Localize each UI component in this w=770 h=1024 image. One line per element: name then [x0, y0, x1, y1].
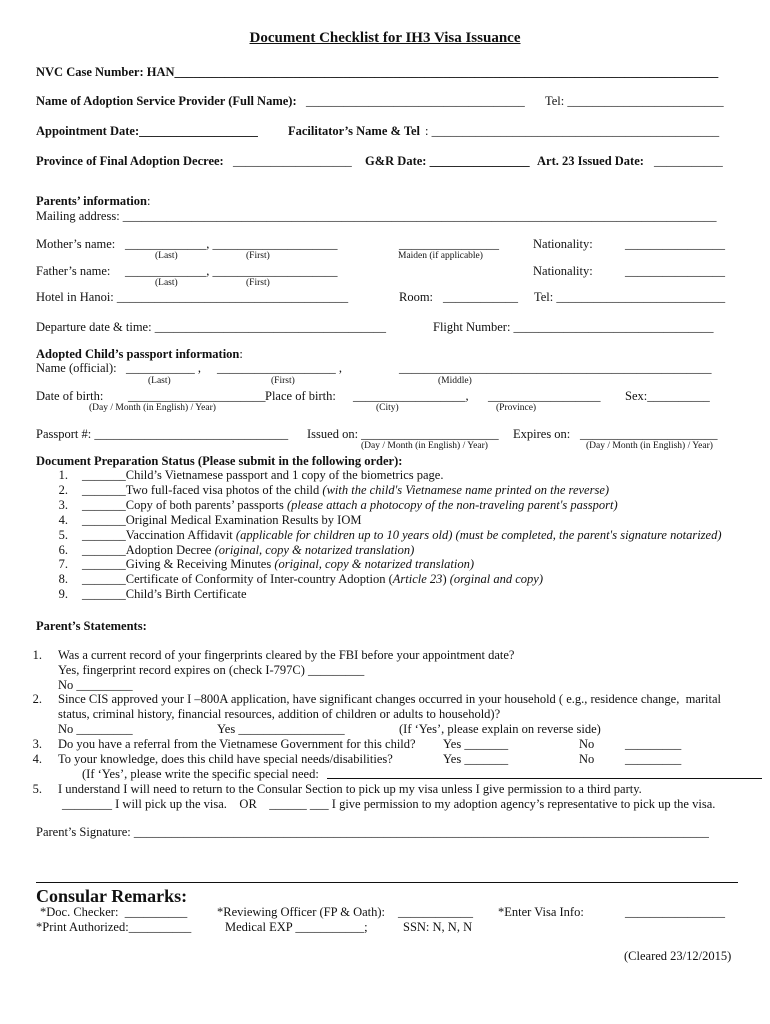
mailing-address-field[interactable]: Mailing address: _______________________________________________________________________________________________	[36, 209, 717, 223]
dob-field[interactable]: ______________________	[128, 389, 266, 403]
doc-item[interactable]	[82, 544, 414, 557]
room-label: Room:	[399, 290, 434, 304]
statement-number: 5.	[32, 782, 42, 796]
doc-item-number: 5.	[58, 528, 68, 542]
expires-note: (Day / Month (in English) / Year)	[586, 441, 713, 451]
doc-item-blank[interactable]: _______	[82, 557, 126, 571]
flight-number-field[interactable]: Flight Number: ________________________________	[433, 320, 714, 334]
doc-item[interactable]	[82, 573, 543, 586]
doc-item-blank[interactable]: _______	[82, 483, 126, 497]
father-nationality-field[interactable]: ________________	[625, 264, 725, 278]
doc-item-text: Copy of both parents’ passports	[125, 498, 287, 512]
statement-number: 1.	[32, 648, 42, 662]
hotel-field[interactable]: Hotel in Hanoi: _____________________________________	[36, 290, 349, 304]
consular-heading: Consular Remarks:	[36, 886, 188, 906]
statement-q2-yes[interactable]: Yes _________________	[217, 722, 345, 736]
sex-field[interactable]: Sex:__________	[625, 389, 710, 403]
doc-item-blank[interactable]: _______	[82, 572, 126, 586]
doc-item[interactable]	[82, 588, 247, 601]
province-note: (Province)	[496, 403, 537, 413]
dob-label: Date of birth:	[36, 389, 104, 403]
mother-maiden-field[interactable]: ________________	[399, 237, 499, 251]
doc-item[interactable]	[82, 558, 474, 571]
doc-checker-field[interactable]: *Doc. Checker: __________	[40, 905, 188, 919]
doc-item-note: (please attach a photocopy of the non-traveling parent's passport)	[286, 498, 618, 512]
statement-q4-no[interactable]: _________	[625, 752, 682, 766]
statement-q3-no[interactable]: _________	[625, 737, 682, 751]
room-field[interactable]: ____________	[443, 290, 518, 304]
pob-province-field[interactable]: __________________	[488, 389, 601, 403]
statement-q1: Was a current record of your fingerprints cleared by the FBI before your appointment date?	[58, 648, 515, 662]
maiden-note: Maiden (if applicable)	[398, 251, 483, 261]
tel-field[interactable]: Tel: ___________________________	[534, 290, 726, 304]
father-nationality-label: Nationality:	[533, 264, 593, 278]
doc-item-number: 6.	[58, 543, 68, 557]
parent-signature-field[interactable]: Parent’s Signature: ____________________________________________________________________________________________	[36, 825, 709, 839]
statement-q1-no[interactable]: No _________	[58, 678, 133, 692]
child-first-note: (First)	[271, 376, 295, 386]
ssn-field: SSN: N, N, N	[403, 920, 473, 934]
statement-number: 4.	[32, 752, 42, 766]
mother-name-label: Mother’s name:	[36, 237, 116, 251]
doc-item-blank[interactable]: _______	[82, 513, 126, 527]
doc-item-blank[interactable]: _______	[82, 468, 126, 482]
doc-item-number: 7.	[58, 557, 68, 571]
child-last-note: (Last)	[148, 376, 171, 386]
parents-heading: Parents’ information:	[36, 194, 151, 208]
statement-q4-yes[interactable]: Yes _______	[443, 752, 509, 766]
departure-field[interactable]: Departure date & time: _____________________________________	[36, 320, 386, 334]
appointment-date-field[interactable]: Appointment Date:___________________	[36, 124, 258, 138]
visa-info-field[interactable]: ________________	[625, 905, 725, 919]
doc-item-number: 9.	[58, 587, 68, 601]
child-middle-name-field[interactable]: __________________________________________________	[399, 361, 712, 375]
print-authorized-field[interactable]: *Print Authorized:__________	[36, 920, 192, 934]
child-first-name-field[interactable]: ___________________ ,	[217, 361, 342, 375]
facilitator-label: Facilitator’s Name & Tel	[288, 124, 421, 138]
father-name-field[interactable]: _____________, ____________________	[125, 264, 338, 278]
doc-item-note: (with the child's Vietnamese name printed on the reverse)	[322, 483, 610, 497]
doc-item-note: (original, copy & notarized translation)	[214, 543, 415, 557]
child-last-name-field[interactable]: ___________ ,	[126, 361, 201, 375]
statement-q4-note: (If ‘Yes’, please write the specific special need:	[82, 767, 319, 781]
doc-item-note: (orginal and copy)	[449, 572, 544, 586]
special-need-line[interactable]	[327, 778, 762, 779]
statement-q3-yes[interactable]: Yes _______	[443, 737, 509, 751]
doc-item-text-tail: )	[442, 572, 450, 586]
issued-on-field[interactable]: Issued on: ______________________	[307, 427, 499, 441]
docs-heading: Document Preparation Status (Please submit in the following order):	[36, 454, 403, 468]
province-decree-field[interactable]: ___________________	[233, 154, 352, 168]
child-middle-note: (Middle)	[438, 376, 472, 386]
doc-item[interactable]	[82, 514, 361, 527]
statements-heading: Parent’s Statements:	[36, 619, 147, 633]
facilitator-field[interactable]: : ______________________________________________	[425, 124, 720, 138]
mother-last-note: (Last)	[155, 251, 178, 261]
pob-city-field[interactable]: __________________,	[353, 389, 469, 403]
mother-nationality-label: Nationality:	[533, 237, 593, 251]
doc-item-text: Child’s Vietnamese passport and 1 copy of the biometrics page.	[125, 468, 444, 482]
doc-item-note: Article 23	[392, 572, 443, 586]
father-last-note: (Last)	[155, 278, 178, 288]
pob-label: Place of birth:	[265, 389, 336, 403]
doc-item-note: (original, copy & notarized translation)	[274, 557, 475, 571]
doc-item-text: Vaccination Affidavit	[125, 528, 236, 542]
statement-q4-no-label: No	[579, 752, 595, 766]
issued-note: (Day / Month (in English) / Year)	[361, 441, 488, 451]
art23-field[interactable]: ___________	[654, 154, 723, 168]
mother-first-note: (First)	[246, 251, 270, 261]
doc-item-number: 8.	[58, 572, 68, 586]
doc-item-text: Child’s Birth Certificate	[125, 587, 247, 601]
statement-q5-options[interactable]: ________ I will pick up the visa. OR ______ ___ I give permission to my adoption agency’s representative to pick up the visa.	[62, 797, 716, 811]
doc-item-text: Adoption Decree	[125, 543, 215, 557]
medical-exp-field[interactable]: Medical EXP ___________;	[225, 920, 368, 934]
doc-item[interactable]	[82, 499, 618, 512]
provider-name-field[interactable]: ___________________________________	[306, 94, 525, 108]
statement-number: 2.	[32, 692, 42, 706]
father-first-note: (First)	[246, 278, 270, 288]
passport-field[interactable]: Passport #: _______________________________	[36, 427, 289, 441]
child-name-label: Name (official):	[36, 361, 117, 375]
statement-q1-yes[interactable]: Yes, fingerprint record expires on (check I-797C) _________	[58, 663, 365, 677]
doc-item-blank[interactable]: _______	[82, 528, 126, 542]
doc-item-number: 3.	[58, 498, 68, 512]
doc-item[interactable]	[82, 469, 443, 482]
doc-item[interactable]	[82, 529, 722, 542]
doc-item-text: Giving & Receiving Minutes	[125, 557, 275, 571]
reviewing-officer-label: *Reviewing Officer (FP & Oath):	[217, 905, 386, 919]
doc-item-text: Certificate of Conformity of Inter-country Adoption (	[125, 572, 393, 586]
provider-name-label: Name of Adoption Service Provider (Full Name):	[36, 94, 297, 108]
statement-q3: Do you have a referral from the Vietnamese Government for this child?	[58, 737, 416, 751]
provider-tel-field[interactable]: Tel: _________________________	[545, 94, 724, 108]
cleared-date: (Cleared 23/12/2015)	[624, 949, 732, 963]
expires-on-label: Expires on:	[513, 427, 571, 441]
doc-item-note: (applicable for children up to 10 years old) (must be completed, the parent's signature notarized)	[235, 528, 722, 542]
nvc-case-field[interactable]: NVC Case Number: HAN_______________________________________________________________________________________	[36, 65, 719, 79]
statement-q2-no[interactable]: No _________	[58, 722, 133, 736]
father-name-label: Father’s name:	[36, 264, 111, 278]
doc-item[interactable]	[82, 484, 609, 497]
statement-q5: I understand I will need to return to the Consular Section to pick up my visa unless I give permission to a third party.	[58, 782, 642, 796]
expires-on-field[interactable]: ______________________	[580, 427, 718, 441]
statement-q2-line1: Since CIS approved your I –800A application, have significant changes occurred in your household ( e.g., residence change, marital	[58, 692, 721, 706]
gr-date-field[interactable]: G&R Date: ________________	[365, 154, 530, 168]
reviewing-officer-field[interactable]: ____________	[398, 905, 473, 919]
doc-item-number: 1.	[58, 468, 68, 482]
province-decree-label: Province of Final Adoption Decree:	[36, 154, 224, 168]
visa-info-label: *Enter Visa Info:	[498, 905, 584, 919]
statement-q3-no-label: No	[579, 737, 595, 751]
doc-item-blank[interactable]: _______	[82, 587, 126, 601]
page-title: Document Checklist for IH3 Visa Issuance	[249, 30, 521, 46]
doc-item-text: Two full-faced visa photos of the child	[125, 483, 323, 497]
doc-item-number: 2.	[58, 483, 68, 497]
art23-label: Art. 23 Issued Date:	[537, 154, 644, 168]
dob-note: (Day / Month (in English) / Year)	[89, 403, 216, 413]
mother-name-field[interactable]: _____________, ____________________	[125, 237, 338, 251]
doc-item-text: Original Medical Examination Results by IOM	[125, 513, 362, 527]
statement-q2-note: (If ‘Yes’, please explain on reverse side)	[399, 722, 601, 736]
doc-item-blank[interactable]: _______	[82, 498, 126, 512]
mother-nationality-field[interactable]: ________________	[625, 237, 725, 251]
doc-item-blank[interactable]: _______	[82, 543, 126, 557]
statement-q4: To your knowledge, does this child have special needs/disabilities?	[58, 752, 393, 766]
statement-q2-line2: status, criminal history, financial resources, addition of children or adults to household)?	[58, 707, 501, 721]
city-note: (City)	[376, 403, 399, 413]
statement-number: 3.	[32, 737, 42, 751]
consular-divider	[36, 882, 738, 883]
child-heading: Adopted Child’s passport information:	[36, 347, 243, 361]
doc-item-number: 4.	[58, 513, 68, 527]
